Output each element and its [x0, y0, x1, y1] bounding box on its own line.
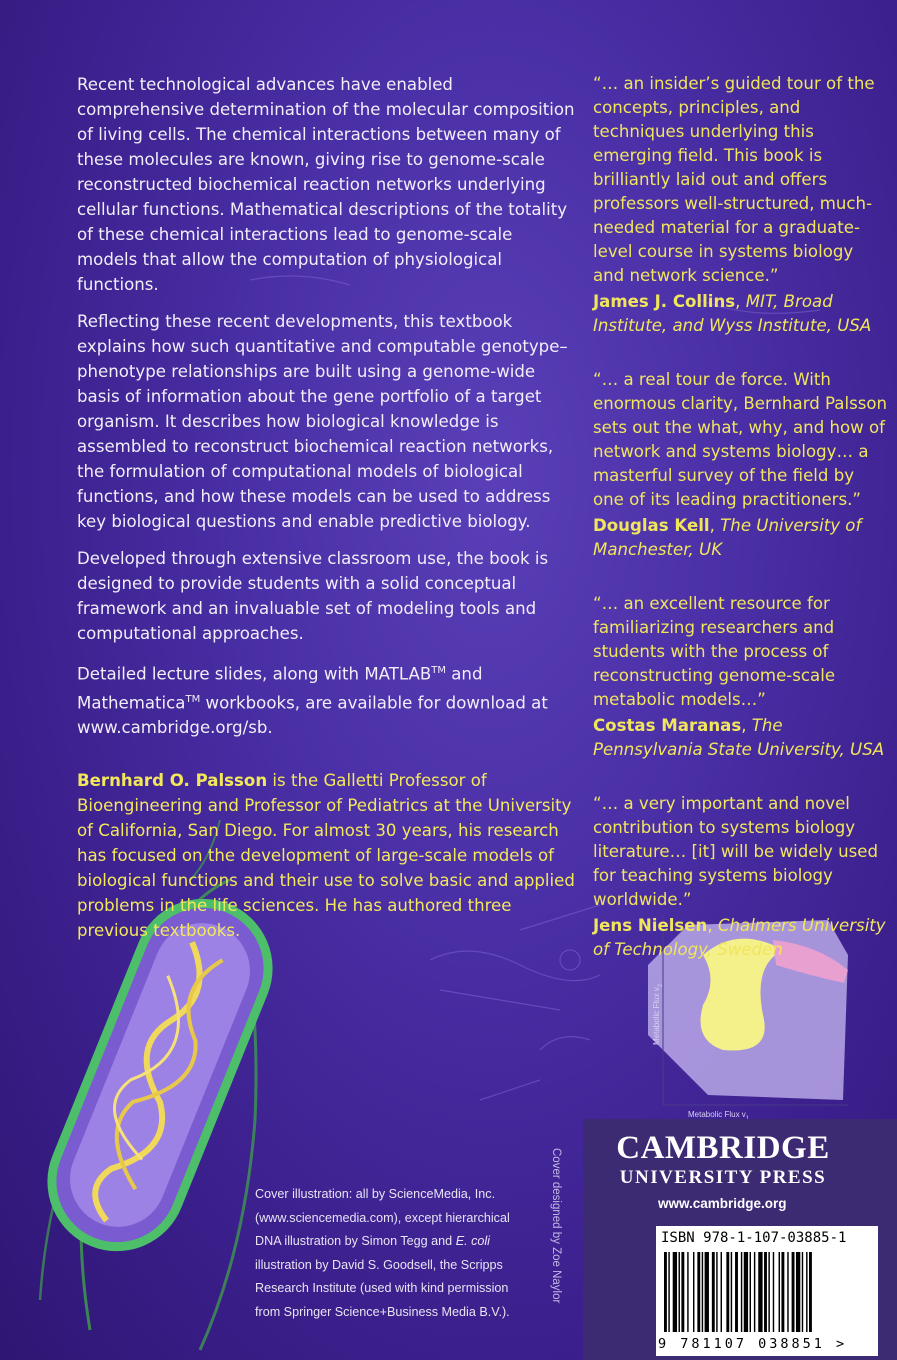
barcode-digits: 9 781107 038851 >: [658, 1336, 848, 1352]
isbn-text: ISBN 978-1-107-03885-1: [661, 1230, 847, 1246]
barcode-bar: [768, 1252, 769, 1332]
y-axis-label: Metabolic Flux $v_2$: [652, 983, 664, 1045]
barcode-bar: [735, 1252, 738, 1332]
description-paragraph-1: Recent technological advances have enabled comprehensive determination of the molecular composition of living cells. The chemical interactions between many of these molecules are known, giving rise to genome-scale reconstructed biochemical reaction networks underlying cellular functions. Mathematical descriptions of the totality of these chemical interactions lead to genome-scale models that allow the computation of physiological functions.: [77, 75, 575, 294]
barcode-bar: [716, 1252, 717, 1332]
barcode-bar: [673, 1252, 677, 1332]
endorsement: [593, 72, 889, 338]
endorsement-quote: “… a real tour de force. With enormous clarity, Bernhard Palsson sets out the what, why, and how of network and systems biology… a masterful survey of the field by one of its leading practitioners.”: [593, 370, 888, 509]
designer-credit: Cover designed by Zoe Naylor: [550, 1148, 562, 1304]
barcode-bar: [764, 1252, 767, 1332]
barcode-bar: [792, 1252, 795, 1332]
publisher-block: [583, 1119, 897, 1360]
endorsement: [593, 368, 889, 562]
barcode-bar: [809, 1252, 812, 1332]
barcode-bar: [693, 1252, 694, 1332]
barcode-bar: [679, 1252, 680, 1332]
barcode-bar: [758, 1252, 762, 1332]
barcode-bar: [754, 1252, 755, 1332]
author-name: Bernhard O. Palsson: [77, 771, 268, 791]
barcode-bar: [668, 1252, 669, 1332]
description-column: [77, 72, 577, 955]
barcode-bar: [664, 1252, 667, 1332]
barcode-bars: [662, 1252, 870, 1336]
endorsement-attribution: Costas Maranas, The Pennsylvania State University, USA: [593, 716, 885, 759]
endorsement-attribution: Douglas Kell, The University of Manchester, UK: [593, 516, 862, 559]
endorsement-attribution: Jens Nielsen, Chalmers University of Technology, Sweden: [593, 916, 886, 959]
endorsement: [593, 792, 889, 962]
publisher-subtitle: UNIVERSITY PRESS: [619, 1167, 827, 1188]
isbn-barcode: [656, 1226, 878, 1356]
barcode-bar: [744, 1252, 748, 1332]
x-axis-label: Metabolic Flux v: [688, 1110, 746, 1119]
author-bio: Bernhard O. Palsson is the Galletti Professor of Bioengineering and Professor of Pediatrics at the University of California, San Diego. For almost 30 years, his research has focused on the development of large-scale models of biological functions and their use to solve basic and applied problems in the life sciences. He has authored three previous textbooks.: [77, 771, 575, 941]
barcode-bar: [773, 1252, 774, 1332]
barcode-bar: [796, 1252, 800, 1332]
cover-illustration-caption: Cover illustration: all by ScienceMedia, Inc. (www.sciencemedia.com), except hierarchical DNA illustration by Simon Tegg and E. coli illustration by David S. Goodsell, the Scripps Research Institute (used with kind permission from Springer Science+Business Media B.V.).: [255, 1187, 510, 1319]
publisher-name: CAMBRIDGE: [616, 1130, 830, 1166]
endorsements-column: [593, 72, 889, 992]
species-name: E. coli: [455, 1234, 490, 1248]
endorsement: [593, 592, 889, 762]
barcode-bar: [779, 1252, 780, 1332]
endorsement-quote: “… a very important and novel contribution to systems biology literature… [it] will be widely used for teaching systems biology worldwide.”: [593, 794, 879, 909]
barcode-bar: [787, 1252, 788, 1332]
publisher-url: www.cambridge.org: [658, 1196, 787, 1211]
barcode-bar: [750, 1252, 751, 1332]
endorsement-quote: “… an excellent resource for familiarizing researchers and students with the process of reconstructing genome-scale metabolic models…”: [593, 594, 836, 709]
endorsement-attribution: James J. Collins, MIT, Broad Institute, and Wyss Institute, USA: [593, 292, 872, 335]
barcode-bar: [687, 1252, 688, 1332]
barcode-bar: [721, 1252, 722, 1332]
download-paragraph: Detailed lecture slides, along with MATLAB™ and Mathematica™ workbooks, are available for download at www.cambridge.org/sb.: [77, 664, 548, 738]
barcode-bar: [802, 1252, 803, 1332]
description-paragraph-3: Developed through extensive classroom use, the book is designed to provide students with a solid conceptual framework and an invaluable set of modeling tools and computational approaches.: [77, 549, 549, 643]
barcode-bar: [702, 1252, 703, 1332]
description-paragraph-2: Reflecting these recent developments, this textbook explains how such quantitative and computable genotype–phenotype relationships are built using a genome-wide basis of information about the gene portfolio of a target organism. It describes how biological knowledge is assembled to reconstruct biochemical reaction networks, the formulation of computational models of biological functions, and how these models can be used to address key biological questions and enable predictive biology.: [77, 312, 568, 531]
barcode-bar: [681, 1252, 684, 1332]
endorsement-quote: “… an insider’s guided tour of the concepts, principles, and techniques underlying this emerging field. This book is brilliantly laid out and offers professors well-structured, much-needed material for a graduate-level course in systems biology and network science.”: [593, 74, 875, 285]
barcode-bar: [705, 1252, 709, 1332]
barcode-bar: [806, 1252, 807, 1332]
barcode-bar: [726, 1252, 729, 1332]
barcode-bar: [712, 1252, 715, 1332]
barcode-bar: [781, 1252, 784, 1332]
barcode-bar: [731, 1252, 732, 1332]
barcode-bar: [697, 1252, 700, 1332]
barcode-bar: [741, 1252, 742, 1332]
